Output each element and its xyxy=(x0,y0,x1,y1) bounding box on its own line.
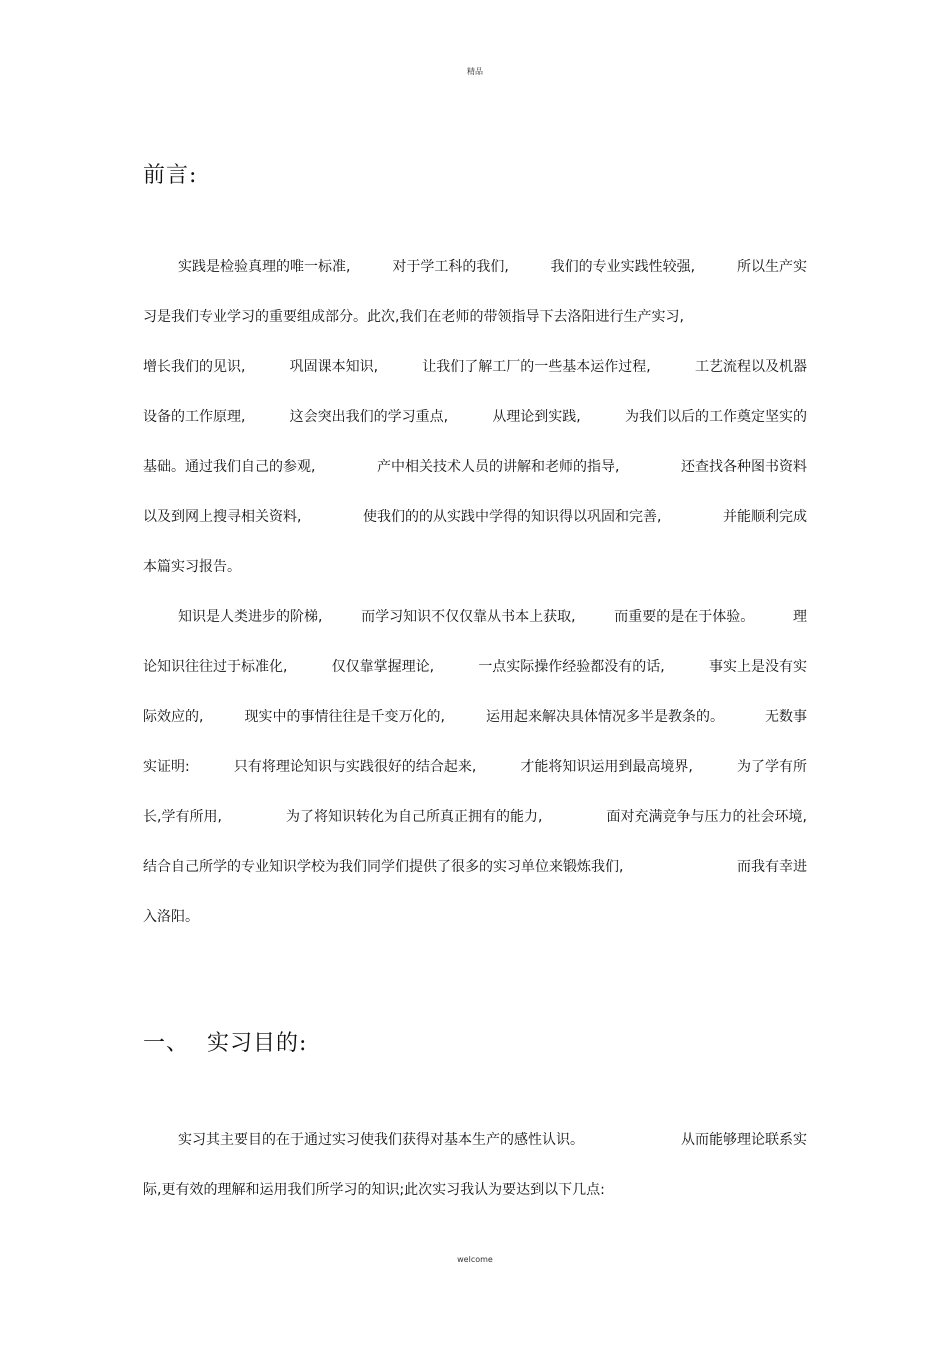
text-segment: 实习其主要目的在于通过实习使我们获得对基本生产的感性认识。 xyxy=(178,1132,584,1148)
paragraph-line xyxy=(143,357,807,377)
text-segment: 对于学工科的我们, xyxy=(392,259,509,275)
text-segment: 而学习知识不仅仅靠从书本上获取, xyxy=(361,609,576,625)
text-segment: 所以生产实 xyxy=(736,259,807,275)
purpose-heading-title: 实习目的: xyxy=(207,1031,308,1056)
paragraph-line xyxy=(143,757,807,777)
text-segment: 入洛阳。 xyxy=(143,909,199,925)
text-segment: 只有将理论知识与实践很好的结合起来, xyxy=(233,759,477,775)
text-segment: 结合自己所学的专业知识学校为我们同学们提供了很多的实习单位来锻炼我们, xyxy=(143,859,624,875)
paragraph-line xyxy=(143,1180,807,1200)
text-segment: 习是我们专业学习的重要组成部分。此次,我们在老师的带领指导下去洛阳进行生产实习, xyxy=(143,309,684,325)
paragraph-line xyxy=(143,907,807,927)
text-segment: 为我们以后的工作奠定坚实的 xyxy=(624,409,807,425)
text-segment: 以及到网上搜寻相关资料, xyxy=(143,509,302,525)
text-segment: 而我有幸进 xyxy=(737,859,807,875)
text-segment: 这会突出我们的学习重点, xyxy=(289,409,449,425)
paragraph-line xyxy=(143,307,807,327)
paragraph-line xyxy=(143,257,807,277)
text-segment: 一点实际操作经验都没有的话, xyxy=(478,659,665,675)
text-segment: 设备的工作原理, xyxy=(143,409,246,425)
preface-heading: 前言: xyxy=(143,163,198,188)
page-header: 精品 xyxy=(467,67,483,76)
text-segment: 工艺流程以及机器 xyxy=(694,359,807,375)
text-segment: 巩固课本知识, xyxy=(289,359,379,375)
paragraph-line xyxy=(143,1130,807,1150)
paragraph-line xyxy=(143,607,807,627)
text-segment: 让我们了解工厂的一些基本运作过程, xyxy=(422,359,651,375)
paragraph-line xyxy=(143,507,807,527)
text-segment: 从而能够理论联系实 xyxy=(681,1132,807,1148)
purpose-heading-number: 一、 xyxy=(143,1031,190,1056)
page-footer: welcome xyxy=(457,1255,493,1264)
paragraph-line xyxy=(143,857,807,877)
text-segment: 运用起来解决具体情况多半是教条的。 xyxy=(485,709,724,725)
text-segment: 增长我们的见识, xyxy=(143,359,246,375)
text-segment: 而重要的是在于体验。 xyxy=(614,609,755,625)
text-segment: 仅仅靠掌握理论, xyxy=(331,659,435,675)
text-segment: 使我们的的从实践中学得的知识得以巩固和完善, xyxy=(363,509,662,525)
purpose-heading xyxy=(143,1026,307,1057)
text-segment: 知识是人类进步的阶梯, xyxy=(178,609,323,625)
text-segment: 还查找各种图书资料 xyxy=(681,459,807,475)
text-segment: 基础。通过我们自己的参观, xyxy=(143,459,316,475)
text-segment: 面对充满竞争与压力的社会环境, xyxy=(606,809,807,825)
text-segment: 理 xyxy=(792,609,807,625)
paragraph-line xyxy=(143,407,807,427)
text-segment: 才能将知识运用到最高境界, xyxy=(520,759,693,775)
paragraph-line xyxy=(143,657,807,677)
text-segment: 现实中的事情往往是千变万化的, xyxy=(244,709,445,725)
text-segment: 论知识往往过于标准化, xyxy=(143,659,288,675)
paragraph-line xyxy=(143,807,807,827)
paragraph-line xyxy=(143,457,807,477)
paragraph-line xyxy=(143,557,807,577)
text-segment: 产中相关技术人员的讲解和老师的指导, xyxy=(377,459,620,475)
text-segment: 际效应的, xyxy=(143,709,204,725)
paragraph-line xyxy=(143,707,807,727)
text-segment: 事实上是没有实 xyxy=(708,659,807,675)
text-segment: 本篇实习报告。 xyxy=(143,559,241,575)
text-segment: 实践是检验真理的唯一标准, xyxy=(178,259,351,275)
text-segment: 我们的专业实践性较强, xyxy=(550,259,696,275)
text-segment: 实证明: xyxy=(143,759,190,775)
text-segment: 无数事 xyxy=(765,709,807,725)
text-segment: 从理论到实践, xyxy=(492,409,581,425)
text-segment: 为了学有所 xyxy=(737,759,807,775)
text-segment: 并能顺利完成 xyxy=(723,509,807,525)
text-segment: 长,学有所用, xyxy=(143,809,222,825)
text-segment: 际,更有效的理解和运用我们所学习的知识;此次实习我认为要达到以下几点: xyxy=(143,1182,605,1198)
text-segment: 为了将知识转化为自己所真正拥有的能力, xyxy=(286,809,543,825)
